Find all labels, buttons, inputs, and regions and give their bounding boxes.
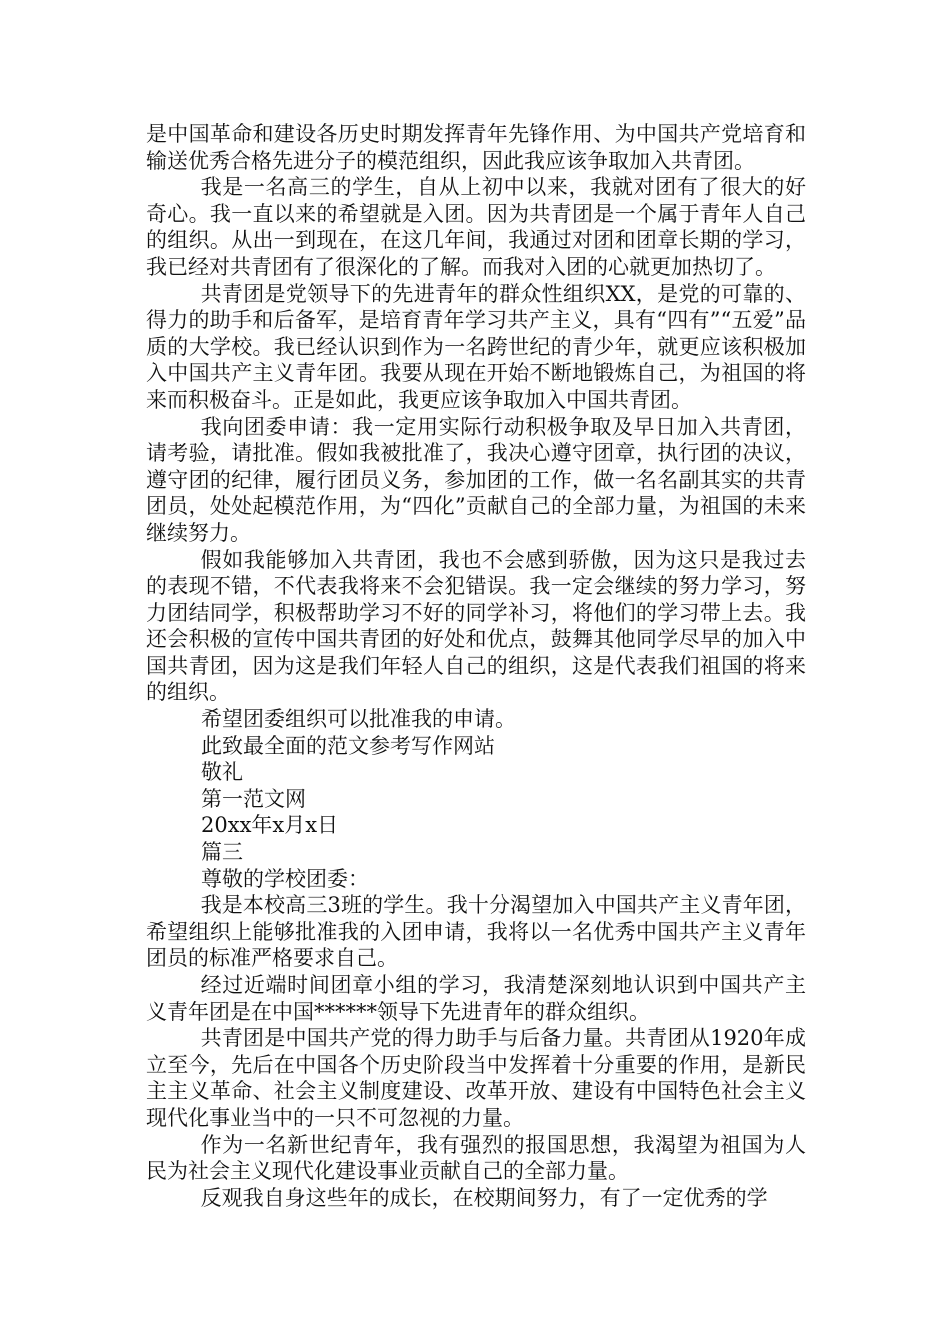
paragraph-1: 是中国革命和建设各历史时期发挥青年先锋作用、为中国共产党培育和输送优秀合格先进分子的模范组织，因此我应该争取加入共青团。 [146, 122, 806, 173]
paragraph-10: 反观我自身这些年的成长，在校期间努力，有了一定优秀的学 [200, 1185, 768, 1210]
greeting-line: 尊敬的学校团委： [201, 866, 369, 891]
signature-line: 第一范文网 [201, 786, 306, 811]
salutation-line: 此致最全面的范文参考写作网站 [201, 733, 495, 758]
document-body [146, 121, 806, 1211]
paragraph-8: 共青团是中国共产党的得力助手与后备力量。共青团从1920年成立至今，先后在中国各个历史阶段当中发挥着十分重要的作用，是新民主主义革命、社会主义制度建设、改革开放、建设有中国特色社会主义现代化事业当中的一只不可忽视的力量。 [146, 1026, 806, 1130]
closing-request-line: 希望团委组织可以批准我的申请。 [201, 707, 516, 732]
paragraph-4: 我向团委申请：我一定用实际行动积极争取及早日加入共青团，请考验，请批准。假如我被批准了，我决心遵守团章，执行团的决议，遵守团的纪律，履行团员义务，参加团的工作，做一名名副其实的共青团员，处处起模范作用，为“四化”贡献自己的全部力量，为祖国的未来继续努力。 [146, 414, 806, 545]
paragraph-9: 作为一名新世纪青年，我有强烈的报国思想，我渴望为祖国为人民为社会主义现代化建设事业贡献自己的全部力量。 [146, 1132, 806, 1184]
respect-line: 敬礼 [201, 760, 243, 785]
date-line: 20xx年x月x日 [201, 813, 339, 838]
paragraph-2: 我是一名高三的学生，自从上初中以来，我就对团有了很大的好奇心。我一直以来的希望就是入团。因为共青团是一个属于青年人自己的组织。从出一到现在，在这几年间，我通过对团和团章长期的学习，我已经对共青团有了很深化的了解。而我对入团的心就更加热切了。 [146, 175, 806, 279]
section-heading: 篇三 [201, 840, 243, 865]
paragraph-7: 经过近端时间团章小组的学习，我清楚深刻地认识到中国共产主义青年团是在中国******领导下先进青年的群众组织。 [146, 973, 806, 1024]
paragraph-5: 假如我能够加入共青团，我也不会感到骄傲，因为这只是我过去的表现不错，不代表我将来不会犯错误。我一定会继续的努力学习，努力团结同学，积极帮助学习不好的同学补习，将他们的学习带上去。我还会积极的宣传中国共青团的好处和优点，鼓舞其他同学尽早的加入中国共青团，因为这是我们年轻人自己的组织，这是代表我们祖国的将来的组织。 [146, 547, 806, 705]
paragraph-6: 我是本校高三3班的学生。我十分渴望加入中国共产主义青年团，希望组织上能够批准我的入团申请，我将以一名优秀中国共产主义青年团员的标准严格要求自己。 [146, 893, 806, 971]
paragraph-3: 共青团是党领导下的先进青年的群众性组织XX，是党的可靠的、得力的助手和后备军，是培育青年学习共产主义，具有“四有”“五爱”品质的大学校。我已经认识到作为一名跨世纪的青少年，就更应该积极加入中国共产主义青年团。我要从现在开始不断地锻炼自己，为祖国的将来而积极奋斗。正是如此，我更应该争取加入中国共青团。 [146, 281, 806, 412]
